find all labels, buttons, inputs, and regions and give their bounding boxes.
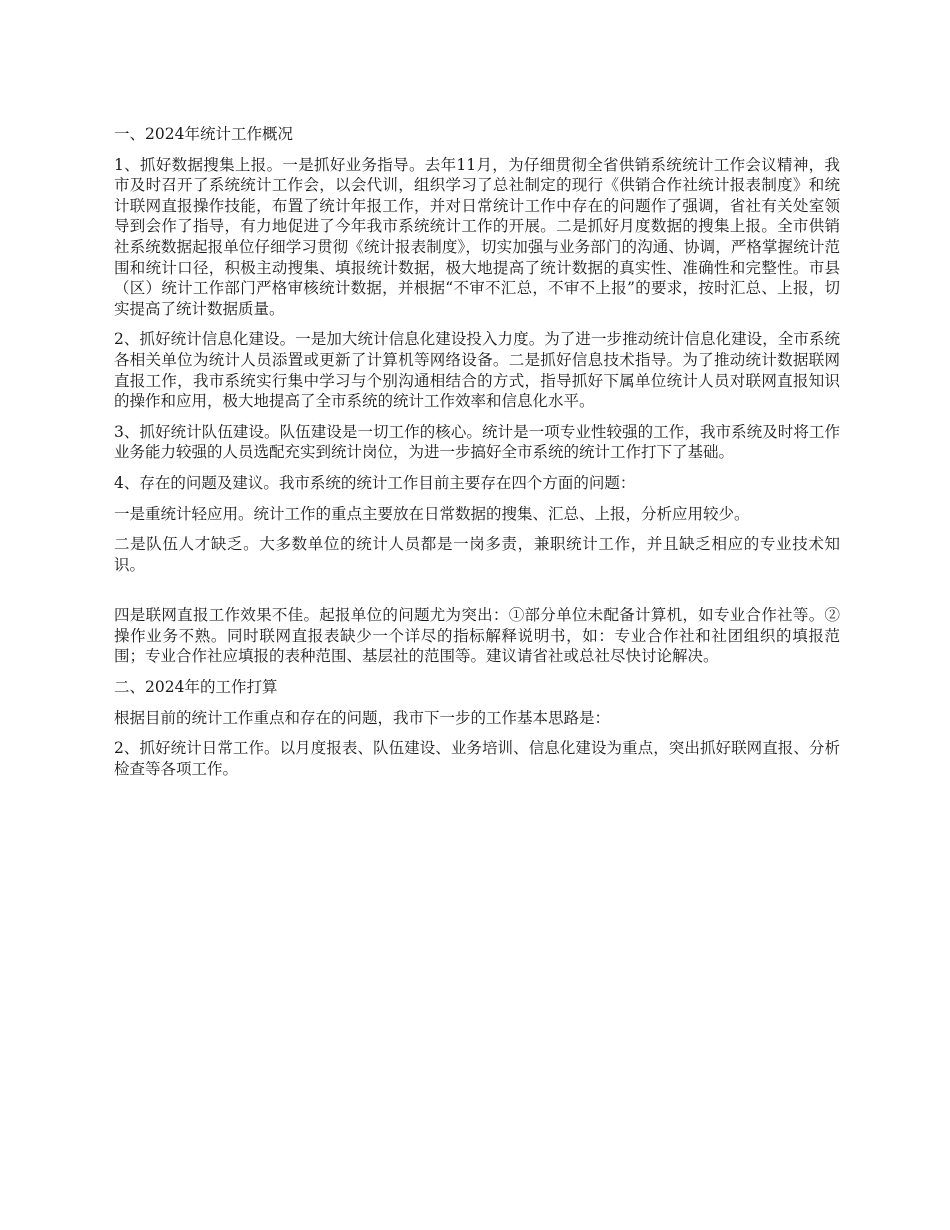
section-heading-overview: 一、2024年统计工作概况 [114,125,293,143]
paragraph-problem-two: 二是队伍人才缺乏。大多数单位的统计人员都是一岗多责，兼职统计工作，并且缺乏相应的专业技术知识。 [114,535,840,574]
paragraph-problems-intro: 4、存在的问题及建议。我市系统的统计工作目前主要存在四个方面的问题： [114,473,636,492]
paragraph-plan-intro: 根据目前的统计工作重点和存在的问题，我市下一步的工作基本思路是： [114,708,611,727]
paragraph-problem-one: 一是重统计轻应用。统计工作的重点主要放在日常数据的搜集、汇总、上报，分析应用较少。 [114,504,750,523]
document-body [114,124,840,789]
paragraph-plan-daily-work: 2、抓好统计日常工作。以月度报表、队伍建设、业务培训、信息化建设为重点，突出抓好联网直报、分析检查等各项工作。 [114,739,840,778]
paragraph-problem-four: 四是联网直报工作效果不佳。起报单位的问题尤为突出：①部分单位未配备计算机，如专业合作社等。②操作业务不熟。同时联网直报表缺少一个详尽的指标解释说明书，如：专业合作社和社团组织的填报范围；专业合作社应填报的表种范围、基层社的范围等。建议请省社或总社尽快讨论解决。 [114,606,840,666]
paragraph-informatization: 2、抓好统计信息化建设。一是加大统计信息化建设投入力度。为了进一步推动统计信息化建设，全市系统各相关单位为统计人员添置或更新了计算机等网络设备。二是抓好信息技术指导。为了推动统计数据联网直报工作，我市系统实行集中学习与个别沟通相结合的方式，指导抓好下属单位统计人员对联网直报知识的操作和应用，极大地提高了全市系统的统计工作效率和信息化水平。 [114,330,840,411]
section-heading-plan: 二、2024年的工作打算 [114,678,278,697]
paragraph-team-building: 3、抓好统计队伍建设。队伍建设是一切工作的核心。统计是一项专业性较强的工作，我市系统及时将工作业务能力较强的人员选配充实到统计岗位，为进一步搞好全市系统的统计工作打下了基础。 [114,422,840,462]
paragraph-data-collection: 1、抓好数据搜集上报。一是抓好业务指导。去年11月，为仔细贯彻全省供销系统统计工作会议精神，我市及时召开了系统统计工作会，以会代训，组织学习了总社制定的现行《供销合作社统计报表制度》和统计联网直报操作技能，布置了统计年报工作，并对日常统计工作中存在的问题作了强调，省社有关处室领导到会作了指导，有力地促进了今年我市系统统计工作的开展。二是抓好月度数据的搜集上报。全市供销社系统数据起报单位仔细学习贯彻《统计报表制度》，切实加强与业务部门的沟通、协调，严格掌握统计范围和统计口径，积极主动搜集、填报统计数据，极大地提高了统计数据的真实性、准确性和完整性。市县（区）统计工作部门严格审核统计数据，并根据“不审不汇总，不审不上报”的要求，按时汇总、上报，切实提高了统计数据质量。 [114,155,840,318]
